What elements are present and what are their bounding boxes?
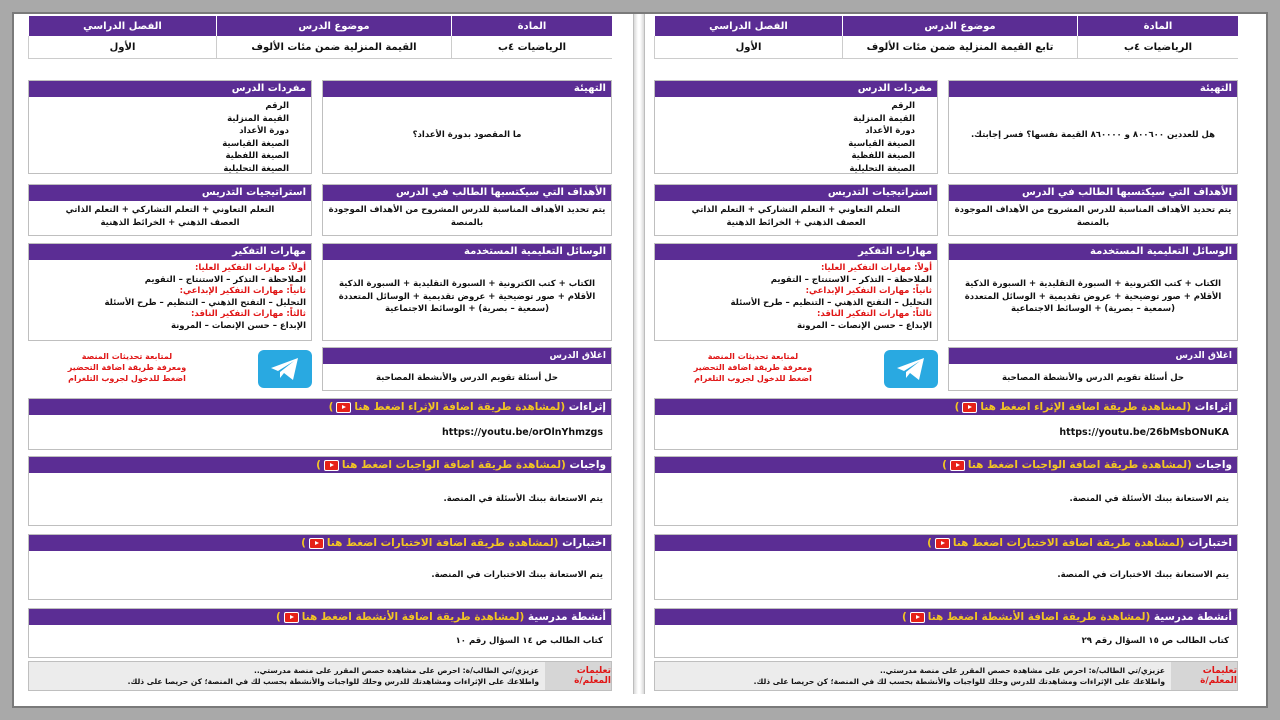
strategies-line: التعلم التعاوني + التعلم التشاركي + التعلم الذاتي <box>691 205 901 215</box>
thinking-line: الإبداع – حسن الإنصات – المرونة <box>170 320 306 331</box>
homework-text: يتم الاستعانة ببنك الأسئلة في المنصة. <box>1069 494 1229 504</box>
thinking-line: الملاحظة – التذكر – الاستنتاج – التقويم <box>144 274 306 285</box>
lesson-page-left <box>28 16 612 690</box>
value-row <box>654 36 1238 59</box>
enrichment-label: إثراءات <box>568 401 606 413</box>
activities-section <box>654 608 1238 658</box>
aids-box <box>948 243 1238 341</box>
warmup-box <box>322 80 612 174</box>
objectives-title: الأهداف التي سيكتسبها الطالب في الدرس <box>323 185 611 201</box>
paren: ) <box>275 611 281 623</box>
vocab-item: الرقم <box>265 101 289 111</box>
closing-title: اغلاق الدرس <box>323 348 611 364</box>
enrichment-title[interactable] <box>29 399 611 415</box>
value-row <box>28 36 612 59</box>
activities-text: كتاب الطالب ص ١٤ السؤال رقم ١٠ <box>455 636 603 646</box>
teacher-note-label: تعليمات المعلم/ة <box>1171 662 1237 690</box>
youtube-icon[interactable] <box>935 538 950 549</box>
promo-line: اضغط للدخول لجروب التلغرام <box>694 374 812 383</box>
tests-title[interactable] <box>655 535 1237 551</box>
strategies-box <box>28 184 312 236</box>
telegram-icon[interactable] <box>258 350 312 388</box>
vocab-box <box>654 80 938 174</box>
subject-value: الرياضيات ٤ب <box>451 36 612 58</box>
thinking-heading: أولاً: مهارات التفكير العليا: <box>194 263 306 273</box>
thinking-title: مهارات التفكير <box>29 244 311 260</box>
telegram-icon[interactable] <box>884 350 938 388</box>
homework-text: يتم الاستعانة ببنك الأسئلة في المنصة. <box>443 494 603 504</box>
term-value: الأول <box>28 36 216 58</box>
youtube-icon[interactable] <box>324 460 339 471</box>
vocab-item: الصيغة اللفظية <box>225 151 289 161</box>
youtube-icon[interactable] <box>910 612 925 623</box>
objectives-title: الأهداف التي سيكتسبها الطالب في الدرس <box>949 185 1237 201</box>
strategies-line: العصف الذهني + الخرائط الذهنية <box>726 217 866 228</box>
youtube-icon[interactable] <box>950 460 965 471</box>
activities-title[interactable] <box>655 609 1237 625</box>
vocab-item: الصيغة القياسية <box>848 138 915 149</box>
homework-section <box>28 456 612 526</box>
objectives-line: بالمنصة <box>1076 217 1110 228</box>
thinking-heading: ثالثاً: مهارات التفكير الناقد: <box>191 309 306 319</box>
teacher-note <box>654 661 1238 691</box>
aids-line: الكتاب + كتب الكترونية + السبورة التقليدية + السبورة الذكية <box>965 279 1221 289</box>
activities-label: أنشطة مدرسية <box>1153 611 1232 623</box>
objectives-box <box>322 184 612 236</box>
tests-title[interactable] <box>29 535 611 551</box>
aids-line: (سمعية – بصرية) + الوسائط الاجتماعية <box>384 304 550 314</box>
youtube-icon[interactable] <box>284 612 299 623</box>
aids-line: الأقلام + صور توضيحية + عروض تقديمية + الوسائل المتعددة <box>964 291 1222 302</box>
promo-line: لمتابعة تحديثات المنصة <box>707 352 799 361</box>
activities-howto-link[interactable]: (لمشاهدة طريقة اضافة الأنشطة اضغط هنا <box>301 611 525 623</box>
header-row <box>654 16 1238 36</box>
activities-label: أنشطة مدرسية <box>527 611 606 623</box>
tests-howto-link[interactable]: (لمشاهدة طريقة اضافة الاختبارات اضغط هنا <box>952 537 1185 549</box>
enrichment-title[interactable] <box>655 399 1237 415</box>
activities-title[interactable] <box>29 609 611 625</box>
homework-title[interactable] <box>655 457 1237 473</box>
teacher-note <box>28 661 612 691</box>
thinking-box <box>28 243 312 341</box>
vocab-item: دورة الأعداد <box>865 126 915 136</box>
telegram-promo[interactable] <box>28 347 312 391</box>
tests-howto-link[interactable]: (لمشاهدة طريقة اضافة الاختبارات اضغط هنا <box>326 537 559 549</box>
closing-box <box>322 347 612 391</box>
teacher-note-line: واطلاعك على الإثراءات ومشاهدتك للدرس وحلك للواجبات والأنشطة بحسب لك في المنصة؛ كن حريصا على ذلك. <box>127 677 539 686</box>
objectives-box <box>948 184 1238 236</box>
enrichment-url[interactable]: https://youtu.be/orOlnYhmzgs <box>442 426 603 438</box>
aids-box <box>322 243 612 341</box>
term-header: الفصل الدراسي <box>654 16 842 36</box>
enrichment-label: إثراءات <box>1194 401 1232 413</box>
tests-label: اختبارات <box>1188 537 1232 549</box>
paren: ) <box>927 537 932 549</box>
activities-section <box>28 608 612 658</box>
tests-label: اختبارات <box>562 537 606 549</box>
vocab-box <box>28 80 312 174</box>
thinking-heading: ثانياً: مهارات التفكير الإبداعي: <box>179 286 306 296</box>
thinking-heading: ثانياً: مهارات التفكير الإبداعي: <box>805 286 932 296</box>
closing-box <box>948 347 1238 391</box>
closing-text: حل أسئلة تقويم الدرس والأنشطة المصاحبة <box>376 372 558 383</box>
closing-text: حل أسئلة تقويم الدرس والأنشطة المصاحبة <box>1002 372 1184 383</box>
youtube-icon[interactable] <box>962 402 977 413</box>
thinking-line: الإبداع – حسن الإنصات – المرونة <box>796 320 932 331</box>
vocab-item: الصيغة القياسية <box>222 138 289 149</box>
promo-line: ومعرفة طريقة اضافة التحضير <box>693 363 813 372</box>
vocab-title: مفردات الدرس <box>655 81 937 97</box>
teacher-note-line: عزيزي/تي الطالب/ة: احرص على مشاهدة حصص المقرر على منصة مدرستي.. <box>253 666 539 675</box>
aids-title: الوسائل التعليمية المستخدمة <box>323 244 611 260</box>
page-divider <box>633 14 645 694</box>
term-value: الأول <box>654 36 842 58</box>
thinking-line: التحليل – التفتح الذهني – التنظيم – طرح الأسئلة <box>104 297 306 308</box>
vocab-item: الرقم <box>891 101 915 111</box>
vocab-item: الصيغة التحليلية <box>849 163 915 174</box>
topic-header: موضوع الدرس <box>842 16 1077 36</box>
teacher-note-line: عزيزي/تي الطالب/ة: احرص على مشاهدة حصص المقرر على منصة مدرستي.. <box>879 666 1165 675</box>
vocab-title: مفردات الدرس <box>29 81 311 97</box>
vocab-item: الصيغة التحليلية <box>223 163 289 174</box>
homework-howto-link[interactable]: (لمشاهدة طريقة اضافة الواجبات اضغط هنا <box>341 459 566 471</box>
strategies-box <box>654 184 938 236</box>
subject-header: المادة <box>451 16 612 36</box>
topic-value: تابع القيمة المنزلية ضمن مئات الألوف <box>842 36 1077 58</box>
enrichment-howto-link[interactable]: (لمشاهدة طريقة اضافة الإثراء اضغط هنا <box>354 401 566 413</box>
thinking-box <box>654 243 938 341</box>
thinking-title: مهارات التفكير <box>655 244 937 260</box>
closing-title: اغلاق الدرس <box>949 348 1237 364</box>
thinking-heading: ثالثاً: مهارات التفكير الناقد: <box>817 309 932 319</box>
aids-line: الكتاب + كتب الكترونية + السبورة التقليدية + السبورة الذكية <box>339 279 595 289</box>
strategies-line: التعلم التعاوني + التعلم التشاركي + التعلم الذاتي <box>65 205 275 215</box>
subject-value: الرياضيات ٤ب <box>1077 36 1238 58</box>
subject-header: المادة <box>1077 16 1238 36</box>
aids-line: الأقلام + صور توضيحية + عروض تقديمية + الوسائل المتعددة <box>338 291 596 302</box>
enrichment-url[interactable]: https://youtu.be/26bMsbONuKA <box>1059 426 1229 438</box>
vocab-item: الصيغة اللفظية <box>851 151 915 161</box>
vocab-item: القيمة المنزلية <box>227 113 289 124</box>
warmup-text: ما المقصود بدورة الأعداد؟ <box>412 129 522 140</box>
paren: ) <box>942 459 947 471</box>
tests-section <box>28 534 612 600</box>
strategies-title: استراتيجيات التدريس <box>655 185 937 201</box>
paren: ) <box>316 459 321 471</box>
activities-text: كتاب الطالب ص ١٥ السؤال رقم ٢٩ <box>1081 636 1229 646</box>
activities-howto-link[interactable]: (لمشاهدة طريقة اضافة الأنشطة اضغط هنا <box>927 611 1151 623</box>
strategies-line: العصف الذهني + الخرائط الذهنية <box>100 217 240 228</box>
warmup-box <box>948 80 1238 174</box>
enrichment-section <box>28 398 612 450</box>
homework-label: واجبات <box>1195 459 1232 471</box>
objectives-line: بالمنصة <box>450 217 484 228</box>
header-row <box>28 16 612 36</box>
teacher-note-line: واطلاعك على الإثراءات ومشاهدتك للدرس وحلك للواجبات والأنشطة بحسب لك في المنصة؛ كن حريصا على ذلك. <box>753 677 1165 686</box>
thinking-line: الملاحظة – التذكر – الاستنتاج – التقويم <box>770 274 932 285</box>
paren: ) <box>954 401 960 413</box>
homework-howto-link[interactable]: (لمشاهدة طريقة اضافة الواجبات اضغط هنا <box>967 459 1192 471</box>
teacher-note-label: تعليمات المعلم/ة <box>545 662 611 690</box>
lesson-page-right <box>654 16 1238 690</box>
tests-text: يتم الاستعانة ببنك الاختبارات في المنصة. <box>431 570 603 580</box>
enrichment-section <box>654 398 1238 450</box>
promo-line: اضغط للدخول لجروب التلغرام <box>68 374 186 383</box>
aids-line: (سمعية – بصرية) + الوسائط الاجتماعية <box>1010 304 1176 314</box>
enrichment-howto-link[interactable]: (لمشاهدة طريقة اضافة الإثراء اضغط هنا <box>980 401 1192 413</box>
tests-text: يتم الاستعانة ببنك الاختبارات في المنصة. <box>1057 570 1229 580</box>
warmup-title: التهيئة <box>949 81 1237 97</box>
promo-line: لمتابعة تحديثات المنصة <box>81 352 173 361</box>
paren: ) <box>328 401 334 413</box>
objectives-line: يتم تحديد الأهداف المناسبة للدرس المشروح من الأهداف الموجودة <box>328 205 606 215</box>
paren: ) <box>301 537 306 549</box>
thinking-line: التحليل – التفتح الذهني – التنظيم – طرح الأسئلة <box>730 297 932 308</box>
aids-title: الوسائل التعليمية المستخدمة <box>949 244 1237 260</box>
topic-value: القيمة المنزلية ضمن مئات الألوف <box>216 36 451 58</box>
vocab-item: القيمة المنزلية <box>853 113 915 124</box>
warmup-title: التهيئة <box>323 81 611 97</box>
topic-header: موضوع الدرس <box>216 16 451 36</box>
youtube-icon[interactable] <box>309 538 324 549</box>
homework-label: واجبات <box>569 459 606 471</box>
thinking-heading: أولاً: مهارات التفكير العليا: <box>820 263 932 273</box>
paren: ) <box>901 611 907 623</box>
term-header: الفصل الدراسي <box>28 16 216 36</box>
strategies-title: استراتيجيات التدريس <box>29 185 311 201</box>
tests-section <box>654 534 1238 600</box>
youtube-icon[interactable] <box>336 402 351 413</box>
homework-title[interactable] <box>29 457 611 473</box>
vocab-item: دورة الأعداد <box>239 126 289 136</box>
warmup-text: هل للعددين ٨٠٠٦٠٠ و ٨٦٠٠٠٠ القيمة نفسها؟ فسر إجابتك. <box>970 129 1216 140</box>
objectives-line: يتم تحديد الأهداف المناسبة للدرس المشروح من الأهداف الموجودة <box>954 205 1232 215</box>
homework-section <box>654 456 1238 526</box>
promo-line: ومعرفة طريقة اضافة التحضير <box>67 363 187 372</box>
telegram-promo[interactable] <box>654 347 938 391</box>
